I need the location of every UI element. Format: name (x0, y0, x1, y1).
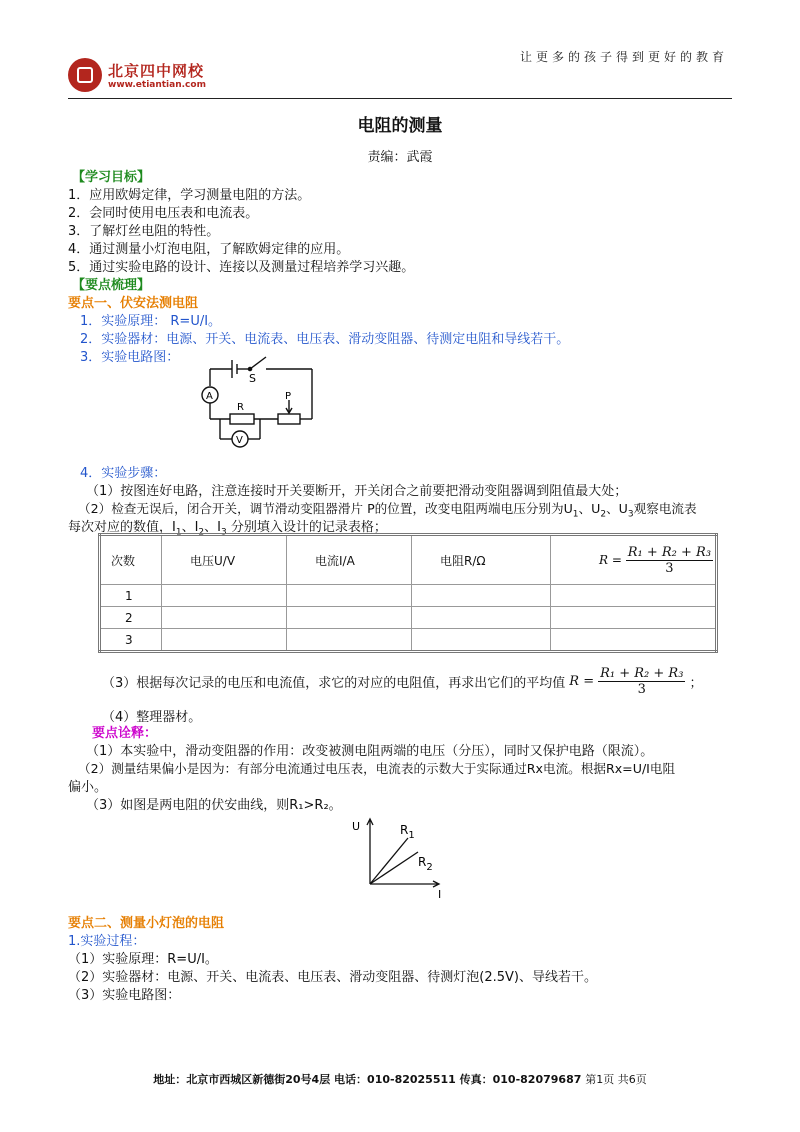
point1-heading: 要点一、伏安法测电阻 (68, 296, 199, 311)
site-logo (68, 58, 268, 98)
circuit-label-a: A (206, 391, 213, 402)
circuit-label-p: P (285, 391, 292, 402)
circuit-label-s: S (249, 372, 256, 385)
point1-item: 3．实验电路图： (80, 350, 180, 365)
table-row: 3 (100, 629, 717, 652)
note-3: （3）如图是两电阻的伏安曲线，则R₁>R₂。 (86, 798, 342, 813)
table-header-cell: 电压U/V (162, 535, 287, 585)
table-header-row (100, 535, 717, 585)
table-header-cell: 电阻R/Ω (412, 535, 551, 585)
goal-item: 1．应用欧姆定律，学习测量电阻的方法。 (68, 188, 311, 203)
ui-graph (350, 814, 450, 900)
footer-address: 地址：北京市西城区新德街20号4层 电话：010-82025511 传真：010-82079687 (153, 1073, 582, 1086)
notes-heading: 要点诠释： (92, 726, 158, 741)
graph-axis-i: I (438, 888, 442, 900)
step-3: （3）根据每次记录的电压和电流值，求它的对应的电阻值，再求出它们的平均值 R = $\frac{\text{R₁ + R₂ + R₃}}{3}$ ； (102, 666, 703, 697)
note-2-line1: （2）测量结果偏小是因为：有部分电流通过电压表，电流表的示数大于实际通过Rx电流。根据Rx=U/I电阻 (78, 761, 676, 776)
goal-item: 3．了解灯丝电阻的特性。 (68, 224, 220, 239)
table-header-formula: R = $\frac{\text{R₁ + R₂ + R₃}}{3}$ (551, 535, 717, 585)
step-2-line1: （2）检查无误后，闭合开关，调节滑动变阻器滑片 P的位置，改变电阻两端电压分别为$U_1$、$U_2$、$U_3$观察电流表 (78, 501, 697, 520)
goal-item: 4．通过测量小灯泡电阻，了解欧姆定律的应用。 (68, 242, 350, 257)
goal-item: 2．会同时使用电压表和电流表。 (68, 206, 259, 221)
point2-sub: 1.实验过程： (68, 934, 146, 949)
point1-item: 2．实验器材：电源、开关、电流表、电压表、滑动变阻器、待测定电阻和导线若干。 (80, 332, 570, 347)
footer-page-number: 第1页 共6页 (585, 1073, 647, 1086)
points-heading: 【要点梳理】 (72, 278, 151, 293)
note-2-line2: 偏小。 (68, 780, 108, 795)
step-2-line2: 每次对应的数值，$I_1$、$I_2$、$I_3$ 分别填入设计的记录表格； (68, 520, 387, 538)
goals-heading: 【学习目标】 (72, 170, 151, 185)
logo-url: www.etiantian.com (108, 80, 206, 90)
record-table (98, 533, 718, 653)
point2-item: （3）实验电路图： (68, 988, 181, 1003)
table-row: 2 (100, 607, 717, 629)
table-row: 1 (100, 585, 717, 607)
point2-item: （1）实验原理：R=U/I。 (68, 952, 218, 967)
step-4: （4）整理器材。 (102, 710, 202, 725)
table-header-cell: 电流I/A (287, 535, 412, 585)
point2-heading: 要点二、测量小灯泡的电阻 (68, 916, 225, 931)
graph-label-r2: $R_2$ (418, 855, 433, 873)
table-header-cell: 次数 (100, 535, 162, 585)
note-1: （1）本实验中，滑动变阻器的作用：改变被测电阻两端的电压（分压），同时又保护电路（限流）。 (86, 744, 654, 759)
editor-credit: 责编：武霞 (367, 150, 433, 165)
point2-item: （2）实验器材：电源、开关、电流表、电压表、滑动变阻器、待测灯泡(2.5V)、导线若干。 (68, 970, 597, 985)
logo-name: 北京四中网校 (108, 62, 205, 80)
page-title: 电阻的测量 (357, 116, 443, 136)
header-slogan: 让更多的孩子得到更好的教育 (519, 50, 728, 64)
header-divider (68, 98, 732, 99)
circuit-label-r: R (237, 402, 244, 413)
point1-item: 1．实验原理： R=U/I。 (80, 314, 222, 329)
goal-item: 5．通过实验电路的设计、连接以及测量过程培养学习兴趣。 (68, 260, 415, 275)
circuit-diagram (190, 352, 325, 452)
logo-badge-icon (68, 58, 102, 92)
circuit-label-v: V (236, 435, 243, 446)
steps-heading: 4．实验步骤： (80, 466, 167, 481)
graph-axis-u: U (352, 820, 361, 833)
graph-label-r1: $R_1$ (400, 823, 415, 841)
step-1: （1）按图连好电路，注意连接时开关要断开，开关闭合之前要把滑动变阻器调到阻值最大处； (86, 484, 628, 499)
page-footer (0, 1071, 800, 1087)
